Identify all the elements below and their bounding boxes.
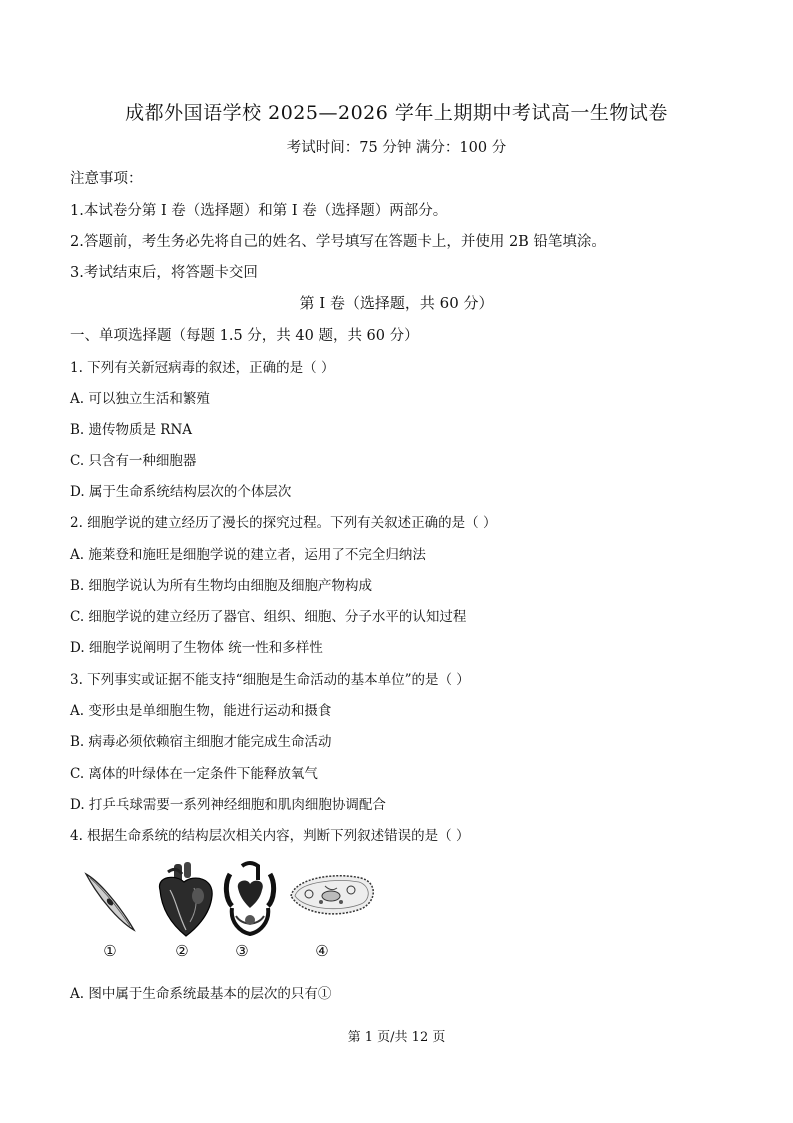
muscle-cell-image xyxy=(80,860,140,940)
paramecium-image xyxy=(285,860,380,930)
question-3-option-c: C. 离体的叶绿体在一定条件下能释放氧气 xyxy=(70,766,318,782)
figure-label-1: ① xyxy=(103,942,117,960)
question-2-option-d: D. 细胞学说阐明了生物体 统一性和多样性 xyxy=(70,640,323,656)
question-2-option-b: B. 细胞学说认为所有生物均由细胞及细胞产物构成 xyxy=(70,578,373,594)
figure-label-4: ④ xyxy=(315,942,329,960)
exam-title: 成都外国语学校 2025—2026 学年上期期中考试高一生物试卷 xyxy=(125,102,668,124)
question-1-option-b: B. 遗传物质是 RNA xyxy=(70,422,193,438)
question-1-option-a: A. 可以独立生活和繁殖 xyxy=(70,391,210,407)
figure-label-3: ③ xyxy=(235,942,249,960)
question-2-option-a: A. 施莱登和施旺是细胞学说的建立者，运用了不完全归纳法 xyxy=(70,547,426,563)
question-3-option-d: D. 打乒乓球需要一系列神经细胞和肌肉细胞协调配合 xyxy=(70,797,386,813)
figure-label-2: ② xyxy=(175,942,189,960)
question-1-option-c: C. 只含有一种细胞器 xyxy=(70,453,197,469)
notice-item-1: 1.本试卷分第 I 卷（选择题）和第 I 卷（选择题）两部分。 xyxy=(70,203,448,219)
question-1-option-d: D. 属于生命系统结构层次的个体层次 xyxy=(70,484,292,500)
question-3-option-a: A. 变形虫是单细胞生物，能进行运动和摄食 xyxy=(70,703,332,719)
question-4-stem: 4. 根据生命系统的结构层次相关内容，判断下列叙述错误的是（ ） xyxy=(70,828,470,844)
question-3-option-b: B. 病毒必须依赖宿主细胞才能完成生命活动 xyxy=(70,734,332,750)
question-4-figure xyxy=(80,860,400,965)
heart-image xyxy=(150,860,220,940)
question-4-option-a: A. 图中属于生命系统最基本的层次的只有① xyxy=(70,986,332,1002)
notice-item-3: 3.考试结束后，将答题卡交回 xyxy=(70,265,258,281)
notice-item-2: 2.答题前，考生务必先将自己的姓名、学号填写在答题卡上，并使用 2B 铅笔填涂。 xyxy=(70,234,606,250)
question-2-option-c: C. 细胞学说的建立经历了器官、组织、细胞、分子水平的认知过程 xyxy=(70,609,467,625)
page-footer: 第 1 页/共 12 页 xyxy=(347,1030,446,1045)
question-3-stem: 3. 下列事实或证据不能支持“细胞是生命活动的基本单位”的是（ ） xyxy=(70,672,470,688)
exam-subtitle: 考试时间：75 分钟 满分：100 分 xyxy=(286,140,507,156)
question-1-stem: 1. 下列有关新冠病毒的叙述，正确的是（ ） xyxy=(70,360,335,376)
section-title: 第 I 卷（选择题，共 60 分） xyxy=(299,294,494,312)
notice-heading: 注意事项： xyxy=(70,171,143,187)
question-2-stem: 2. 细胞学说的建立经历了漫长的探究过程。下列有关叙述正确的是（ ） xyxy=(70,515,497,531)
part-title: 一、单项选择题（每题 1.5 分，共 40 题，共 60 分） xyxy=(70,328,419,344)
circulatory-system-image xyxy=(220,860,280,940)
